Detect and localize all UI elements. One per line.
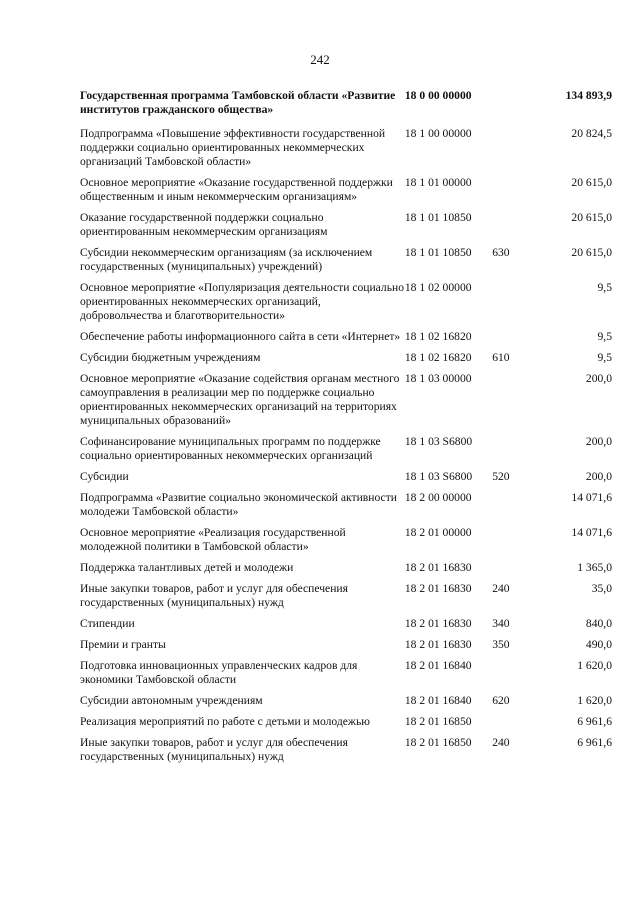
row-name: Премии и гранты	[80, 638, 166, 651]
row-amount: 20 615,0	[571, 176, 612, 189]
row-name: Обеспечение работы информационного сайта в сети «Интернет»	[80, 330, 401, 343]
row-amount: 20 824,5	[571, 127, 612, 140]
row-code: 18 2 01 16850	[404, 715, 472, 728]
row-amount: 35,0	[591, 582, 612, 595]
table-row	[80, 329, 612, 350]
row-expense-type: 340	[492, 617, 510, 630]
row-code: 18 1 03 00000	[404, 372, 472, 385]
row-code: 18 2 01 16830	[404, 561, 472, 574]
row-name: Иные закупки товаров, работ и услуг для обеспечения государственных (муниципальных) нужд	[80, 736, 348, 763]
row-name: Основное мероприятие «Оказание государственной поддержки общественным и иным некоммерческим организациям»	[80, 176, 393, 203]
table-row	[80, 735, 612, 770]
row-expense-type	[492, 371, 533, 434]
row-expense-type	[492, 329, 533, 350]
row-amount: 9,5	[597, 281, 612, 294]
row-name: Субсидии	[80, 470, 129, 483]
row-amount: 6 961,6	[577, 715, 612, 728]
row-amount: 6 961,6	[577, 736, 612, 749]
row-amount: 840,0	[585, 617, 612, 630]
row-name: Поддержка талантливых детей и молодежи	[80, 561, 294, 574]
row-expense-type	[492, 658, 533, 693]
row-amount: 200,0	[585, 470, 612, 483]
row-name: Основное мероприятие «Популяризация деятельности социально ориентированных некоммерческих организаций, добровольчества и благотворительности»	[80, 281, 404, 322]
row-code: 18 1 02 16820	[404, 330, 472, 343]
row-expense-type	[492, 88, 533, 126]
table-row	[80, 581, 612, 616]
row-code: 18 1 02 00000	[404, 281, 472, 294]
table-row	[80, 371, 612, 434]
row-name: Реализация мероприятий по работе с детьми и молодежью	[80, 715, 370, 728]
table-row	[80, 637, 612, 658]
table-row	[80, 434, 612, 469]
row-code: 18 0 00 00000	[404, 89, 472, 102]
row-name: Основное мероприятие «Реализация государственной молодежной политики в Тамбовской области»	[80, 526, 346, 553]
row-name: Оказание государственной поддержки социально ориентированным некоммерческим организациям	[80, 211, 328, 238]
row-code: 18 1 03 S6800	[404, 435, 473, 448]
row-amount: 14 071,6	[571, 526, 612, 539]
row-name: Подпрограмма «Развитие социально экономической активности молодежи Тамбовской области»	[80, 491, 397, 518]
row-code: 18 2 01 16850	[404, 736, 472, 749]
row-code: 18 1 00 00000	[404, 127, 472, 140]
table-row	[80, 560, 612, 581]
row-code: 18 2 00 00000	[404, 491, 472, 504]
row-code: 18 2 01 00000	[404, 526, 472, 539]
row-expense-type	[492, 560, 533, 581]
row-name: Государственная программа Тамбовской области «Развитие институтов гражданского общества»	[80, 89, 396, 116]
row-code: 18 2 01 16830	[404, 638, 472, 651]
table-row	[80, 714, 612, 735]
row-expense-type	[492, 434, 533, 469]
row-expense-type: 240	[492, 582, 510, 595]
page-number: 242	[310, 52, 330, 67]
row-code: 18 1 01 10850	[404, 211, 472, 224]
row-amount: 9,5	[597, 351, 612, 364]
row-name: Софинансирование муниципальных программ по поддержке социально ориентированных некоммерческих организаций	[80, 435, 381, 462]
row-amount: 134 893,9	[565, 89, 612, 102]
row-amount: 1 365,0	[577, 561, 612, 574]
row-name: Основное мероприятие «Оказание содействия органам местного самоуправления в реализации мер по поддержке социально ориентированных некоммерческих организаций на территориях муниципальных образований»	[80, 372, 400, 427]
row-name: Подготовка инновационных управленческих кадров для экономики Тамбовской области	[80, 659, 358, 686]
row-code: 18 1 01 10850	[404, 246, 472, 259]
row-code: 18 1 03 S6800	[404, 470, 473, 483]
budget-table-body	[80, 88, 612, 770]
row-expense-type	[492, 175, 533, 210]
row-name: Субсидии бюджетным учреждениям	[80, 351, 261, 364]
row-amount: 20 615,0	[571, 211, 612, 224]
row-name: Стипендии	[80, 617, 135, 630]
table-row	[80, 210, 612, 245]
row-expense-type: 520	[492, 470, 510, 483]
row-amount: 1 620,0	[577, 659, 612, 672]
table-row	[80, 490, 612, 525]
row-expense-type	[492, 280, 533, 329]
table-row	[80, 616, 612, 637]
row-name: Подпрограмма «Повышение эффективности государственной поддержки социально ориентированных некоммерческих организаций Тамбовской области»	[80, 127, 386, 168]
row-expense-type: 630	[492, 246, 510, 259]
table-row	[80, 126, 612, 175]
row-expense-type	[492, 126, 533, 175]
table-row	[80, 693, 612, 714]
row-code: 18 1 01 00000	[404, 176, 472, 189]
row-amount: 490,0	[585, 638, 612, 651]
row-name: Субсидии некоммерческим организациям (за исключением государственных (муниципальных) учреждений)	[80, 246, 373, 273]
table-row	[80, 280, 612, 329]
table-row	[80, 88, 612, 126]
table-row	[80, 469, 612, 490]
row-expense-type	[492, 525, 533, 560]
budget-table	[80, 88, 612, 770]
row-expense-type	[492, 714, 533, 735]
row-amount: 200,0	[585, 372, 612, 385]
row-amount: 20 615,0	[571, 246, 612, 259]
row-amount: 9,5	[597, 330, 612, 343]
table-row	[80, 175, 612, 210]
row-amount: 1 620,0	[577, 694, 612, 707]
row-code: 18 2 01 16840	[404, 694, 472, 707]
row-expense-type: 610	[492, 351, 510, 364]
row-expense-type: 620	[492, 694, 510, 707]
row-code: 18 2 01 16830	[404, 617, 472, 630]
row-amount: 14 071,6	[571, 491, 612, 504]
row-name: Иные закупки товаров, работ и услуг для обеспечения государственных (муниципальных) нужд	[80, 582, 348, 609]
row-expense-type	[492, 210, 533, 245]
row-expense-type: 350	[492, 638, 510, 651]
row-name: Субсидии автономным учреждениям	[80, 694, 263, 707]
table-row	[80, 658, 612, 693]
table-row	[80, 525, 612, 560]
table-row	[80, 245, 612, 280]
table-row	[80, 350, 612, 371]
row-code: 18 2 01 16830	[404, 582, 472, 595]
row-expense-type: 240	[492, 736, 510, 749]
row-amount: 200,0	[585, 435, 612, 448]
row-code: 18 1 02 16820	[404, 351, 472, 364]
row-expense-type	[492, 490, 533, 525]
row-code: 18 2 01 16840	[404, 659, 472, 672]
